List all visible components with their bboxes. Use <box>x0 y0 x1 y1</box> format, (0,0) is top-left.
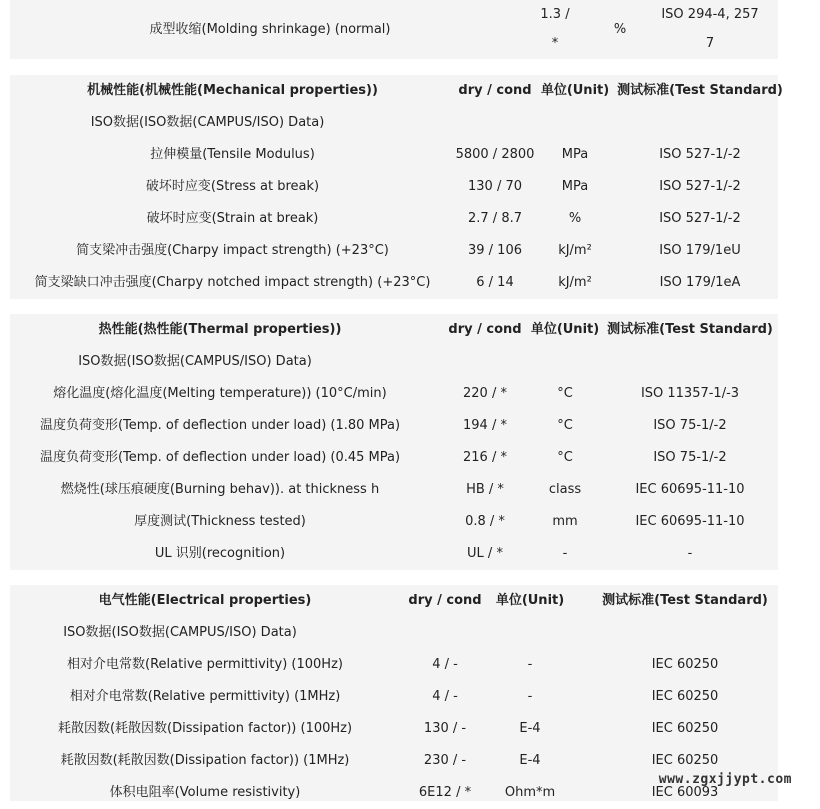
table-row <box>10 410 778 442</box>
table-row <box>10 681 778 713</box>
table-cell-unit: % <box>568 211 582 226</box>
thermal-subheader-row <box>10 346 778 378</box>
table-cell-property: 耗散因数(耗散因数(Dissipation factor)) (100Hz) <box>57 721 353 736</box>
thermal-header-standard: 测试标准(Test Standard) <box>607 322 773 337</box>
electrical-header-dry-cond: dry / cond <box>408 593 482 608</box>
electrical-subheader-row <box>10 617 778 649</box>
table-cell-property: 熔化温度(熔化温度(Melting temperature)) (10°C/min) <box>53 386 387 401</box>
table-cell-property: 相对介电常数(Relative permittivity) (1MHz) <box>69 689 341 704</box>
shrinkage-block <box>10 0 778 59</box>
table-cell-property: 温度负荷变形(Temp. of deflection under load) (0.45 MPa) <box>39 450 401 465</box>
table-cell-standard: IEC 60093 <box>651 785 719 800</box>
table-cell-dry-cond: 130 / 70 <box>468 179 522 194</box>
table-cell-dry-cond: 6 / 14 <box>476 275 514 290</box>
table-cell-unit: E-4 <box>519 721 541 736</box>
table-row <box>10 171 778 203</box>
table-cell-unit: °C <box>557 418 573 433</box>
table-cell-property: 相对介电常数(Relative permittivity) (100Hz) <box>67 657 343 672</box>
thermal-subheader: ISO数据(ISO数据(CAMPUS/ISO) Data) <box>78 354 312 369</box>
table-cell-standard: IEC 60250 <box>651 657 719 672</box>
table-cell-unit: mm <box>552 514 578 529</box>
electrical-header-standard: 测试标准(Test Standard) <box>602 593 768 608</box>
table-cell-unit: - <box>527 689 533 704</box>
thermal-properties-block <box>10 314 778 570</box>
table-cell-dry-cond: 4 / - <box>432 689 458 704</box>
electrical-subheader: ISO数据(ISO数据(CAMPUS/ISO) Data) <box>63 625 297 640</box>
table-row <box>10 538 778 570</box>
mechanical-header-property: 机械性能(机械性能(Mechanical properties)) <box>87 83 378 98</box>
table-row <box>10 474 778 506</box>
table-cell-dry-cond: 5800 / 2800 <box>455 147 535 162</box>
table-cell-dry-cond: 39 / 106 <box>468 243 522 258</box>
shrinkage-label: 成型收缩(Molding shrinkage) (normal) <box>149 22 391 37</box>
table-row <box>10 506 778 538</box>
table-cell-property: 厚度测试(Thickness tested) <box>134 514 306 529</box>
table-cell-standard: ISO 75-1/-2 <box>653 418 727 433</box>
table-cell-dry-cond: 216 / * <box>463 450 507 465</box>
table-cell-property: 耗散因数(耗散因数(Dissipation factor)) (1MHz) <box>60 753 350 768</box>
table-cell-standard: ISO 179/1eA <box>659 275 741 290</box>
table-cell-standard: ISO 527-1/-2 <box>659 211 741 226</box>
table-cell-unit: kJ/m² <box>558 275 592 290</box>
table-cell-dry-cond: 4 / - <box>432 657 458 672</box>
electrical-header-property: 电气性能(Electrical properties) <box>98 593 312 608</box>
table-cell-standard: IEC 60695-11-10 <box>635 514 745 529</box>
mechanical-header-dry-cond: dry / cond <box>458 83 532 98</box>
shrinkage-value-line1: 1.3 / <box>540 7 570 22</box>
table-row <box>10 649 778 681</box>
table-cell-property: 简支梁缺口冲击强度(Charpy notched impact strength) (+23°C) <box>34 275 431 290</box>
table-cell-dry-cond: 230 / - <box>423 753 467 768</box>
table-cell-unit: MPa <box>561 179 589 194</box>
table-cell-unit: - <box>562 546 568 561</box>
shrinkage-standard-line1: ISO 294-4, 257 <box>661 7 759 22</box>
thermal-header-dry-cond: dry / cond <box>448 322 522 337</box>
table-row <box>10 203 778 235</box>
shrinkage-unit: % <box>613 22 627 37</box>
thermal-header-row <box>10 314 778 346</box>
electrical-properties-block <box>10 585 778 801</box>
electrical-header-row <box>10 585 778 617</box>
table-row <box>10 442 778 474</box>
table-cell-property: 燃烧性(球压痕硬度(Burning behav)). at thickness h <box>60 482 380 497</box>
watermark: www.zgxjjypt.com <box>658 772 792 787</box>
table-cell-unit: class <box>548 482 582 497</box>
mechanical-properties-block <box>10 75 783 299</box>
mechanical-header-unit: 单位(Unit) <box>540 83 610 98</box>
thermal-header-property: 热性能(热性能(Thermal properties)) <box>98 322 342 337</box>
table-cell-unit: °C <box>557 386 573 401</box>
table-cell-standard: - <box>687 546 693 561</box>
table-cell-property: 破坏时应变(Strain at break) <box>146 211 319 226</box>
mechanical-subheader-row <box>10 107 778 139</box>
shrinkage-value-line2: * <box>551 36 559 51</box>
electrical-header-unit: 单位(Unit) <box>495 593 565 608</box>
shrinkage-standard-line2: 7 <box>705 36 715 51</box>
table-cell-dry-cond: HB / * <box>466 482 504 497</box>
table-cell-dry-cond: UL / * <box>467 546 503 561</box>
table-cell-property: 拉伸模量(Tensile Modulus) <box>150 147 315 162</box>
table-cell-unit: E-4 <box>519 753 541 768</box>
table-cell-dry-cond: 130 / - <box>423 721 467 736</box>
table-cell-standard: ISO 75-1/-2 <box>653 450 727 465</box>
mechanical-subheader: ISO数据(ISO数据(CAMPUS/ISO) Data) <box>90 115 325 130</box>
table-cell-standard: IEC 60250 <box>651 753 719 768</box>
table-cell-property: 破坏时应变(Stress at break) <box>145 179 320 194</box>
table-cell-dry-cond: 194 / * <box>463 418 507 433</box>
table-cell-standard: IEC 60250 <box>651 721 719 736</box>
thermal-header-unit: 单位(Unit) <box>530 322 600 337</box>
table-cell-unit: MPa <box>561 147 589 162</box>
table-cell-unit: - <box>527 657 533 672</box>
table-cell-standard: ISO 527-1/-2 <box>659 147 741 162</box>
table-row <box>10 139 778 171</box>
table-cell-property: UL 识别(recognition) <box>154 546 286 561</box>
table-cell-standard: ISO 179/1eU <box>659 243 741 258</box>
table-cell-standard: IEC 60250 <box>651 689 719 704</box>
table-row <box>10 267 778 299</box>
table-cell-dry-cond: 2.7 / 8.7 <box>468 211 522 226</box>
table-cell-standard: IEC 60695-11-10 <box>635 482 745 497</box>
table-cell-unit: Ohm*m <box>504 785 556 800</box>
table-cell-property: 简支梁冲击强度(Charpy impact strength) (+23°C) <box>76 243 389 258</box>
table-row <box>10 713 778 745</box>
table-cell-standard: ISO 527-1/-2 <box>659 179 741 194</box>
mechanical-header-standard: 测试标准(Test Standard) <box>617 83 783 98</box>
mechanical-header-row <box>10 75 783 107</box>
table-cell-property: 体积电阻率(Volume resistivity) <box>109 785 301 800</box>
table-row <box>10 235 778 267</box>
table-cell-dry-cond: 6E12 / * <box>418 785 472 800</box>
table-cell-unit: kJ/m² <box>558 243 592 258</box>
table-cell-dry-cond: 0.8 / * <box>465 514 505 529</box>
table-cell-dry-cond: 220 / * <box>463 386 507 401</box>
table-cell-standard: ISO 11357-1/-3 <box>640 386 740 401</box>
table-cell-unit: °C <box>557 450 573 465</box>
table-row <box>10 378 778 410</box>
table-cell-property: 温度负荷变形(Temp. of deflection under load) (1.80 MPa) <box>39 418 401 433</box>
